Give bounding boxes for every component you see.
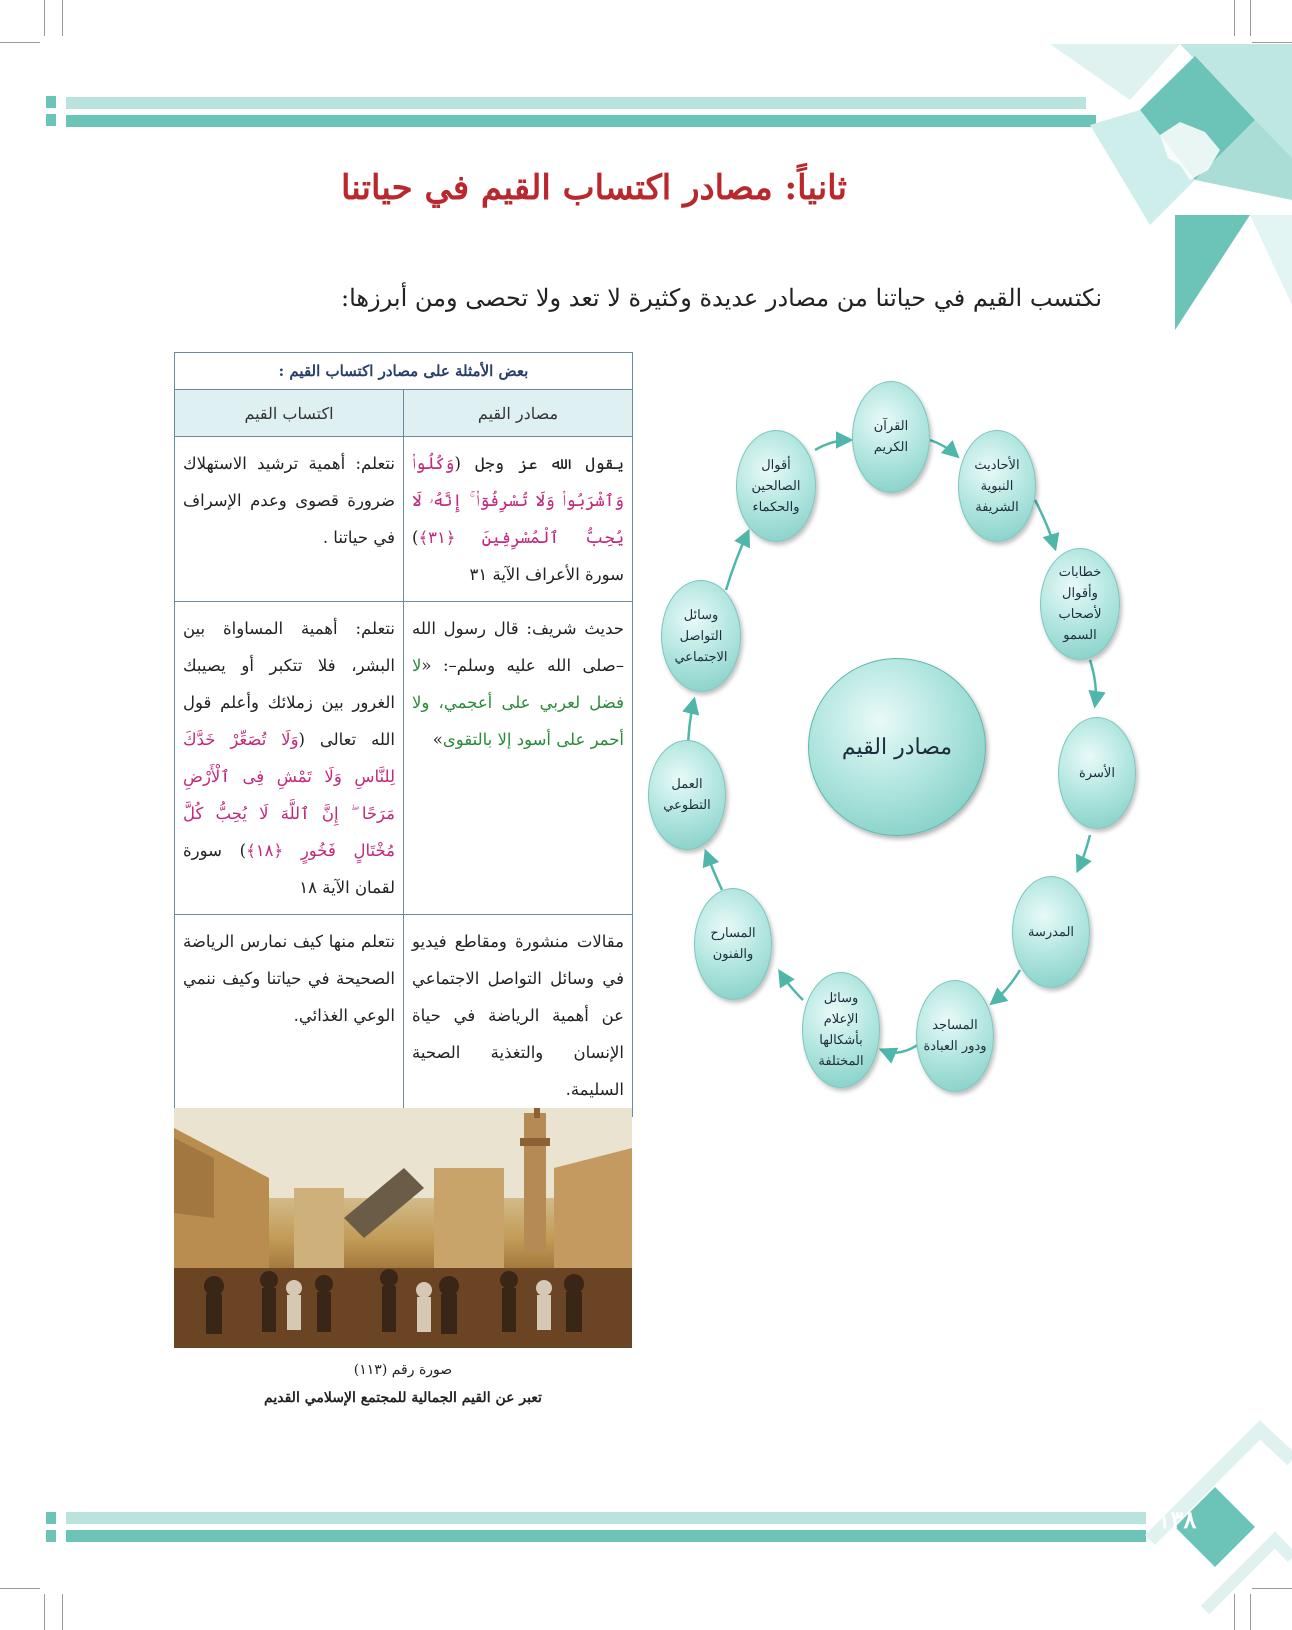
node-leaders-speeches: خطابات وأقوال لأصحاب السمو [1040, 548, 1120, 660]
node-family: الأسرة [1058, 717, 1136, 829]
node-social-media: وسائل التواصل الاجتماعي [661, 580, 741, 692]
node-wise-sayings: أقوال الصالحين والحكماء [736, 430, 816, 542]
node-quran: القرآن الكريم [852, 381, 930, 493]
node-mosques: المساجد ودور العبادة [916, 980, 994, 1092]
table-row [175, 437, 633, 602]
column-header-acquire: اكتساب القيم [175, 390, 404, 437]
photo-caption-number: صورة رقم (١١٣) [353, 1362, 453, 1378]
acquire-cell: نتعلم: أهمية ترشيد الاستهلاك ضرورة قصوى وعدم الإسراف في حياتنا . [175, 437, 404, 602]
diagram-center-node: مصادر القيم [808, 658, 986, 836]
source-cell: يقول الله عز وجل (وَكُلُوا۟ وَٱشْرَبُوا۟ وَلَا تُسْرِفُوٓا۟ ۚ إِنَّهُۥ لَا يُحِبُّ ٱلْمُسْرِفِينَ ﴿٣١﴾) سورة الأعراف الآية ٣١ [404, 437, 633, 602]
acquire-cell: نتعلم: أهمية المساواة بين البشر، فلا تتكبر أو يصيبك الغرور بين زملائك وأعلم قول الله تعالى (وَلَا تُصَعِّرْ خَدَّكَ لِلنَّاسِ وَلَا تَمْشِ فِى ٱلْأَرْضِ مَرَحًا ۖ إِنَّ ٱللَّهَ لَا يُحِبُّ كُلَّ مُخْتَالٍ فَخُورٍ ﴿١٨﴾) سورة لقمان الآية ١٨ [175, 602, 404, 915]
intro-text: نكتسب القيم في حياتنا من مصادر عديدة وكثيرة لا تعد ولا تحصى ومن أبرزها: [341, 284, 1102, 312]
source-cell: مقالات منشورة ومقاطع فيديو في وسائل التواصل الاجتماعي عن أهمية الرياضة في حياة الإنسان والتغذية الصحية السليمة. [404, 915, 633, 1117]
acquire-cell: نتعلم منها كيف نمارس الرياضة الصحيحة في حياتنا وكيف ننمي الوعي الغذائي. [175, 915, 404, 1117]
quran-verse: وَكُلُوا۟ وَٱشْرَبُوا۟ وَلَا تُسْرِفُوٓا۟ ۚ إِنَّهُۥ لَا يُحِبُّ ٱلْمُسْرِفِينَ ﴿٣١﴾ [412, 454, 624, 547]
node-school: المدرسة [1012, 876, 1090, 988]
page-number: ١٣٨ [1157, 1505, 1197, 1534]
source-cell: حديث شريف: قال رسول الله –صلى الله عليه وسلم–: «لا فضل لعربي على أعجمي، ولا أحمر على أسود إلا بالتقوى» [404, 602, 633, 915]
node-media: وسائل الإعلام بأشكالها المختلفة [802, 972, 880, 1088]
node-hadith: الأحاديث النبوية الشريفة [958, 430, 1036, 542]
table-row [175, 915, 633, 1117]
column-header-sources: مصادر القيم [404, 390, 633, 437]
table-row [175, 602, 633, 915]
node-theater-arts: المسارح والفنون [694, 888, 772, 1000]
hadith-text: لا فضل لعربي على أعجمي، ولا أحمر على أسود إلا بالتقوى [412, 656, 624, 749]
photo-caption-text: تعبر عن القيم الجمالية للمجتمع الإسلامي القديم [264, 1390, 542, 1406]
old-islamic-market-painting [174, 1108, 632, 1348]
page-title: ثانياً: مصادر اكتساب القيم في حياتنا [340, 168, 847, 208]
values-examples-table [174, 352, 633, 1117]
node-volunteer-work: العمل التطوعي [648, 740, 726, 850]
table-caption: بعض الأمثلة على مصادر اكتساب القيم : [175, 353, 633, 390]
quran-verse: وَلَا تُصَعِّرْ خَدَّكَ لِلنَّاسِ وَلَا تَمْشِ فِى ٱلْأَرْضِ مَرَحًا ۖ إِنَّ ٱللَّهَ لَا يُحِبُّ كُلَّ مُخْتَالٍ فَخُورٍ ﴿١٨﴾ [183, 730, 395, 860]
